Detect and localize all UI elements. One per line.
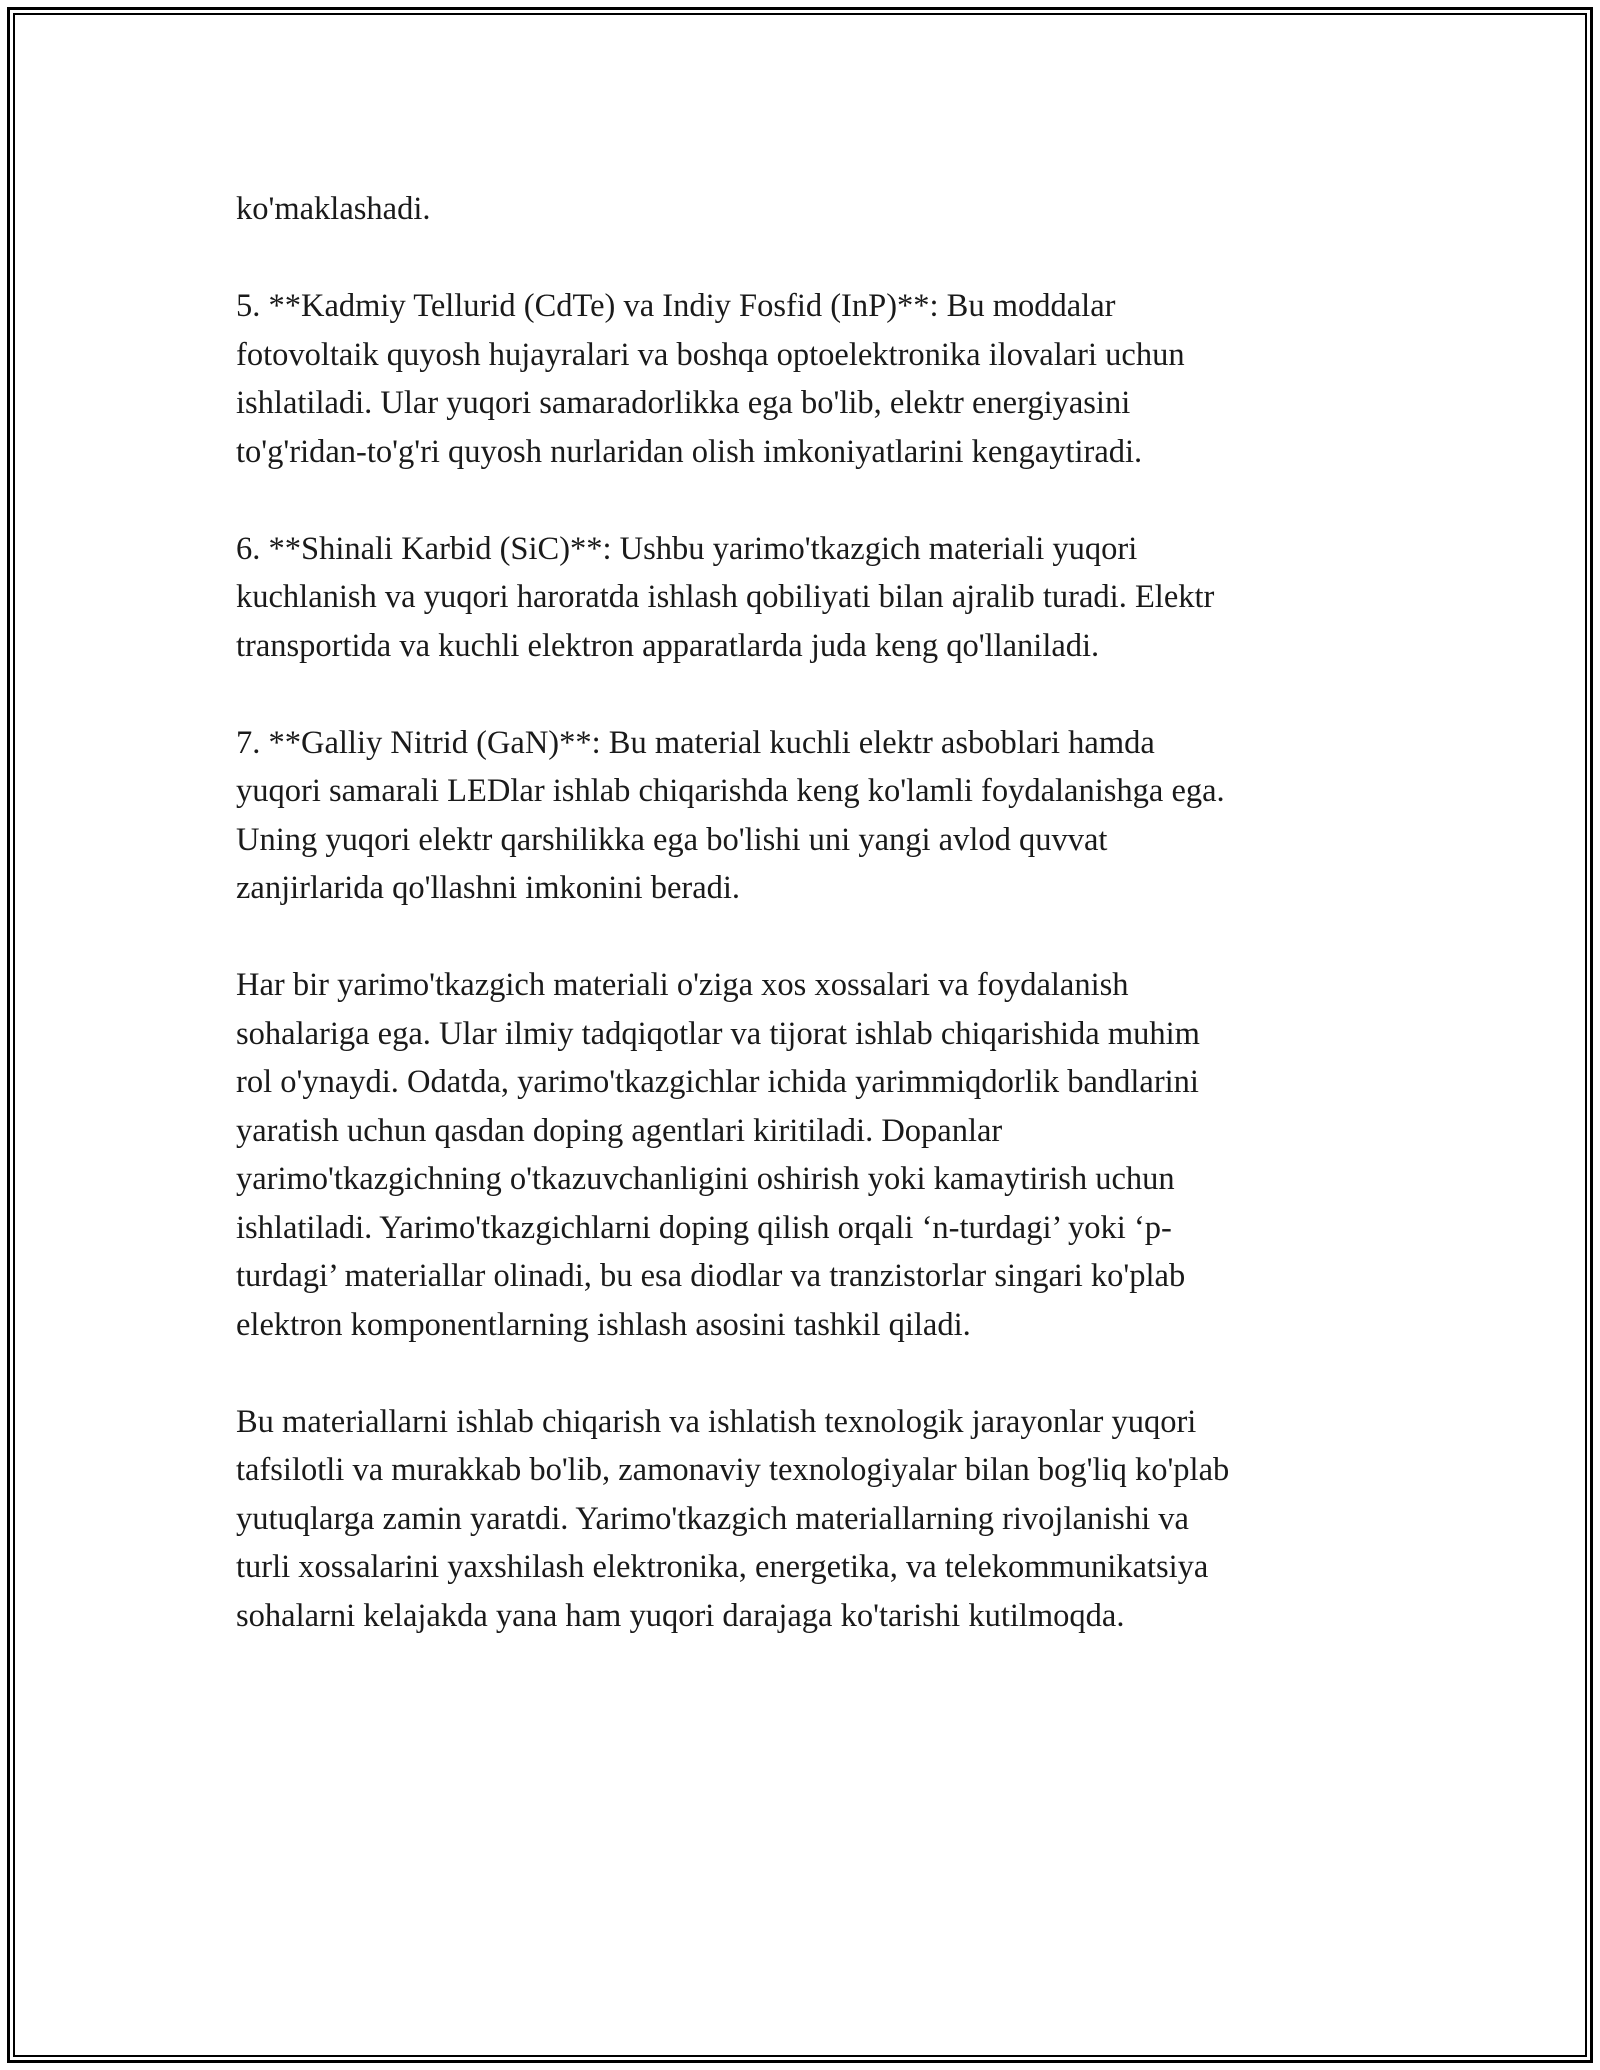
paragraph-item-7-gan: 7. **Galliy Nitrid (GaN)**: Bu material kuchli elektr asboblari hamda yuqori samarali LEDlar ishlab chiqarishda keng ko'lamli foydalanishga ega. Uning yuqori elektr qarshilikka ega bo'lishi uni yangi avlod quvvat zanjirlarida qo'llashni imkonini beradi. <box>236 724 1225 906</box>
paragraph-item-5-cdte-inp: 5. **Kadmiy Tellurid (CdTe) va Indiy Fosfid (InP)**: Bu moddalar fotovoltaik quyosh hujayralari va boshqa optoelektronika ilovalari uchun ishlatiladi. Ular yuqori samaradorlikka ega bo'lib, elektr energiyasini to'g'ridan-to'g'ri quyosh nurlaridan olish imkoniyatlarini kengaytiradi. <box>236 288 1185 470</box>
paragraph-item-6-sic: 6. **Shinali Karbid (SiC)**: Ushbu yarimo'tkazgich materiali yuqori kuchlanish va yuqori haroratda ishlash qobiliyati bilan ajralib turadi. Elektr transportida va kuchli elektron apparatlarda juda keng qo'llaniladi. <box>236 530 1215 664</box>
paragraph-conclusion: Bu materiallarni ishlab chiqarish va ishlatish texnologik jarayonlar yuqori tafsilotli va murakkab bo'lib, zamonaviy texnologiyalar bilan bog'liq ko'plab yutuqlarga zamin yaratdi. Yarimo'tkazgich materiallarning rivojlanishi va turli xossalarini yaxshilash elektronika, energetika, va telekommunikatsiya sohalarni kelajakda yana ham yuqori darajaga ko'tarishi kutilmoqda. <box>236 1403 1230 1634</box>
paragraph-continuation: ko'maklashadi. <box>236 191 431 227</box>
document-body <box>236 185 1386 1689</box>
paragraph-doping: Har bir yarimo'tkazgich materiali o'ziga xos xossalari va foydalanish sohalariga ega. Ular ilmiy tadqiqotlar va tijorat ishlab chiqarishida muhim rol o'ynaydi. Odatda, yarimo'tkazgichlar ichida yarimmiqdorlik bandlarini yaratish uchun qasdan doping agentlari kiritiladi. Dopanlar yarimo'tkazgichning o'tkazuvchanligini oshirish yoki kamaytirish uchun ishlatiladi. Yarimo'tkazgichlarni doping qilish orqali ‘n-turdagi’ yoki ‘p- turdagi’ materiallar olinadi, bu esa diodlar va tranzistorlar singari ko'plab elektron komponentlarning ishlash asosini tashkil qiladi. <box>236 967 1200 1343</box>
